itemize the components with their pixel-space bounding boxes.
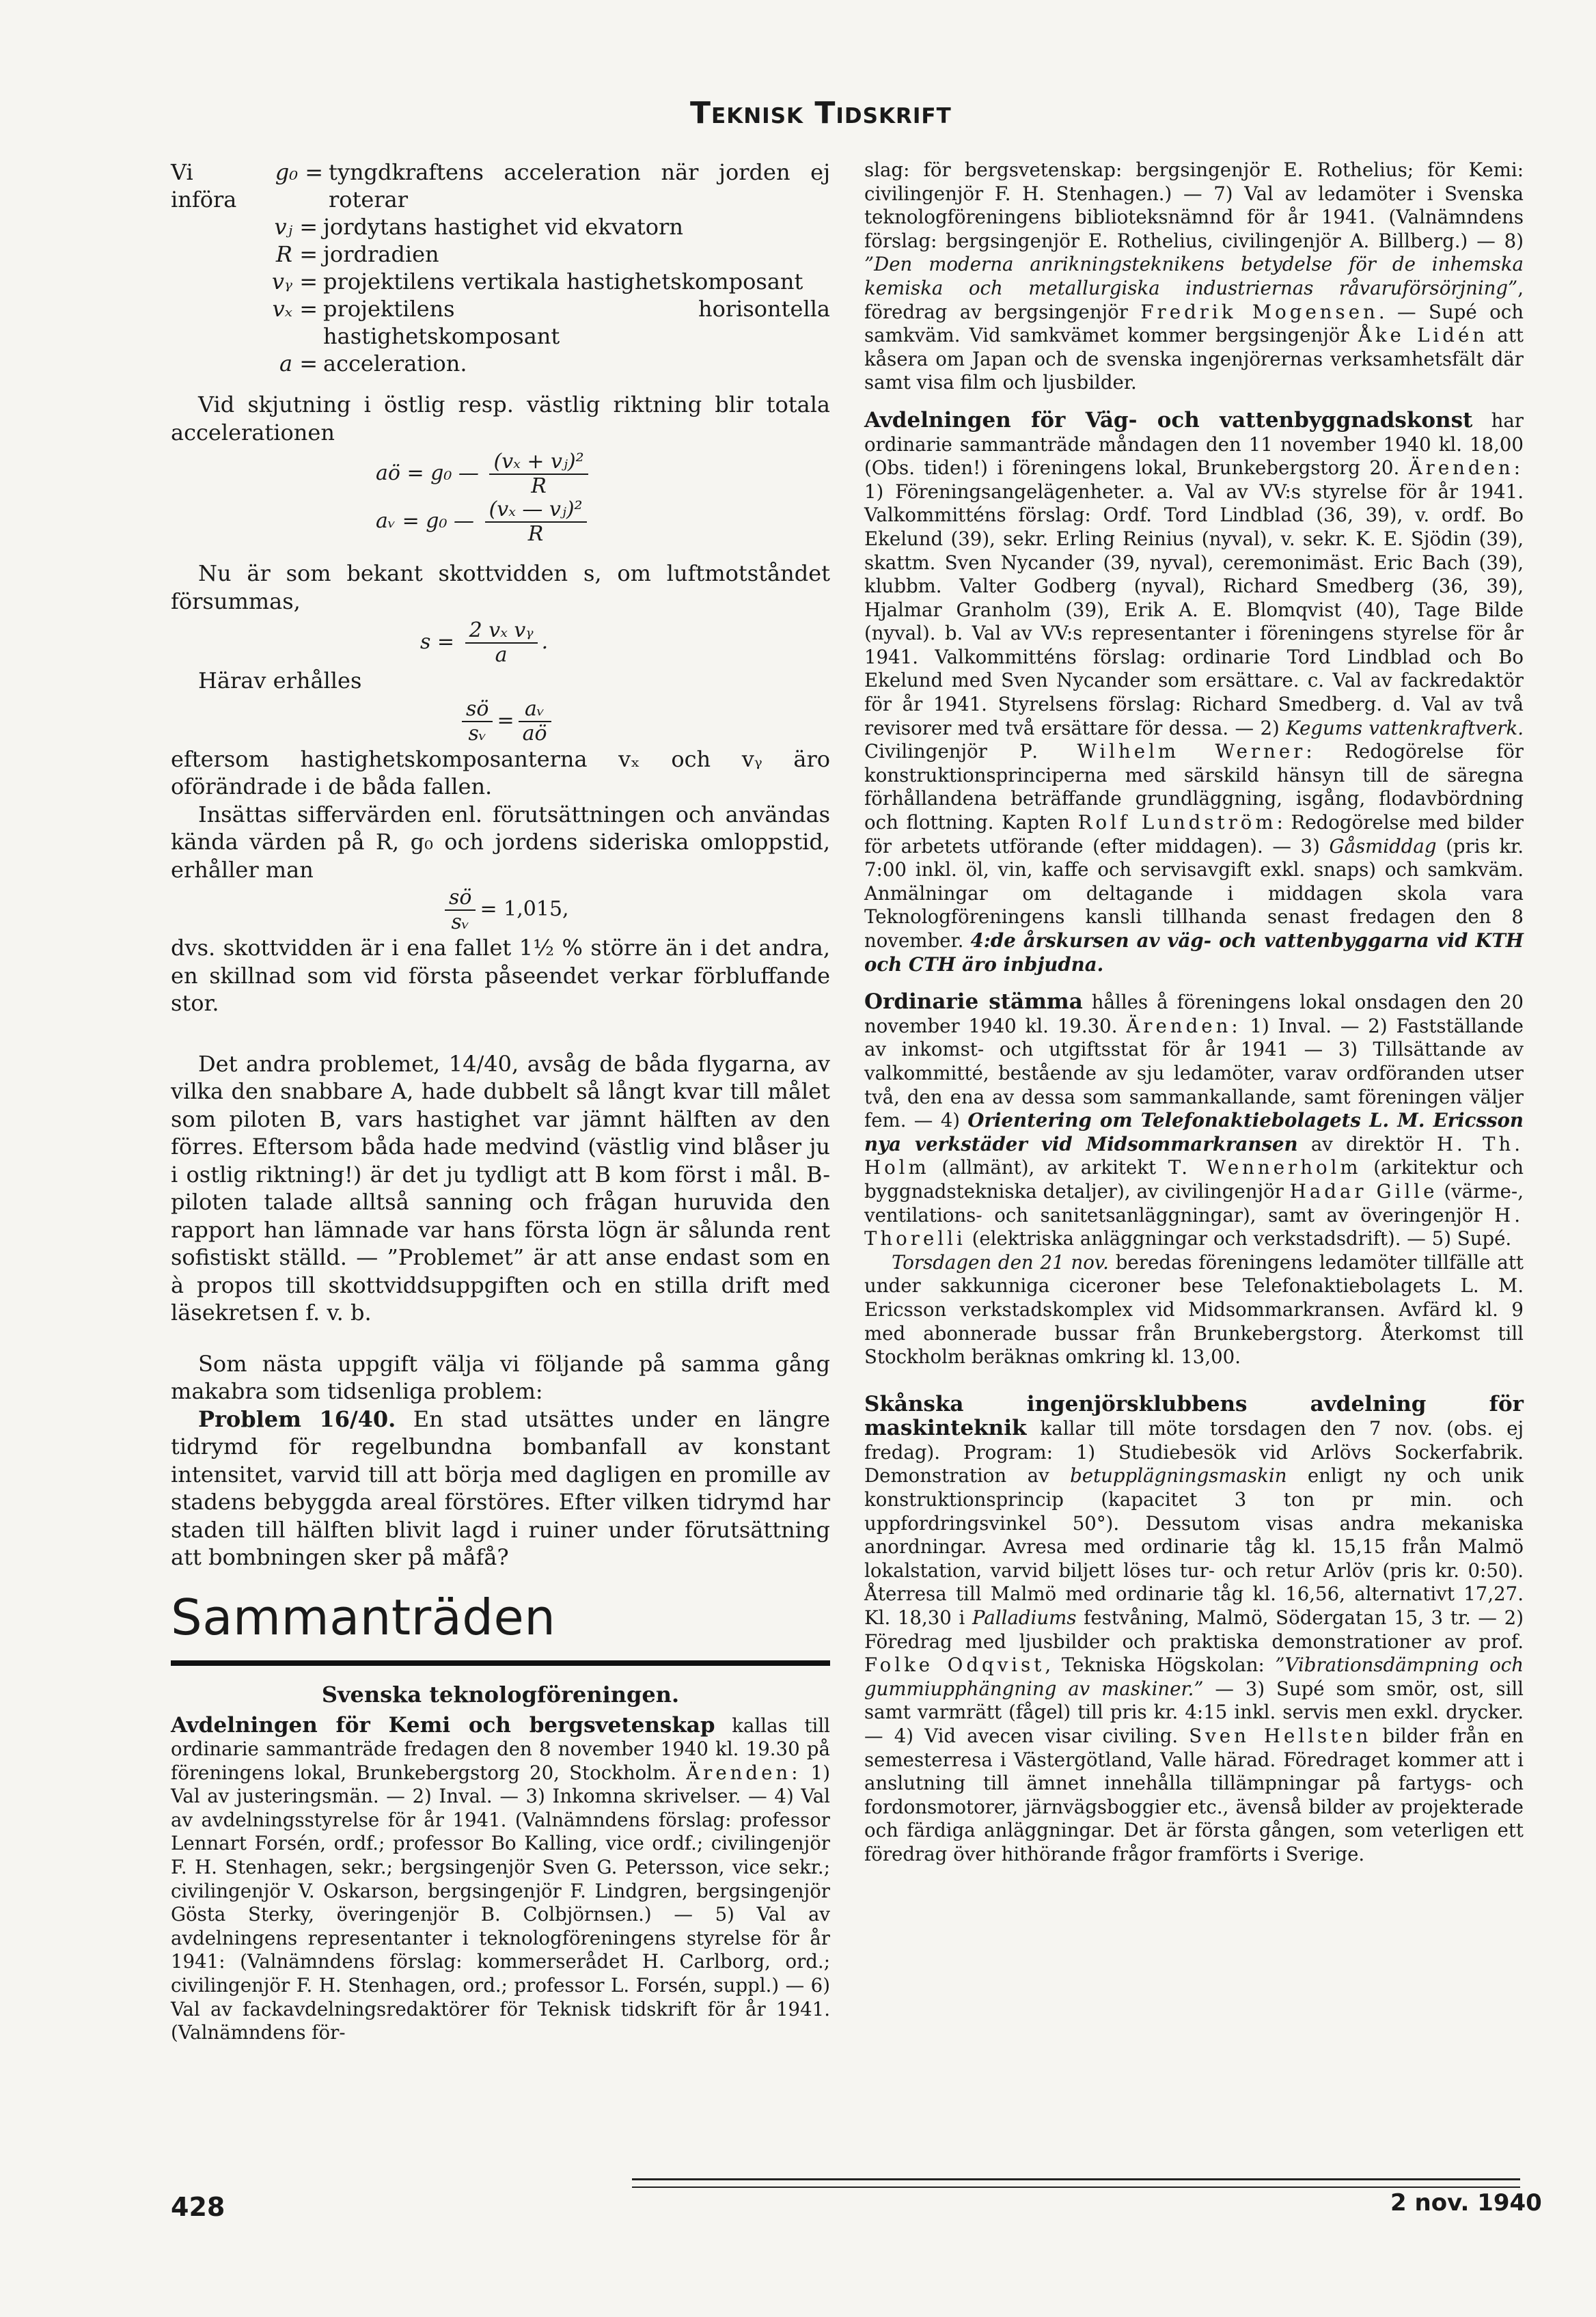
speaker-name: Sven Hellsten bbox=[1189, 1725, 1372, 1747]
notice-text: festvåning, Malmö, Södergatan 15, 3 tr. — 2) Föredrag med ljusbilder och praktiska demonstrationer av prof. bbox=[864, 1606, 1524, 1653]
notice-text: (pris kr. 7:00 inkl. öl, vin, kaffe och servisavgift exkl. snaps) och samkväm. Anmälningar om deltagande i middagen skola vara Teknologföreningens kansli tillhanda senast fredagen den 8 november. bbox=[864, 834, 1524, 952]
notice-text: 1) Föreningsangelägenheter. a. Val av VV:s styrelse för år 1941. Valkommitténs förslag: Ordf. Tord Lindblad (36, 39), v. ordf. Bo Ekelund (39), sekr. Erling Reinius (nyval), v. sekr. K. E. Sjödin (39), skattm. Sven Nycander (39, nyval), ceremonimäst. Eric Bach (39), klubbm. Valter Godberg (nyval), Richard Smedberg (36, 39), Hjalmar Granholm (39), Erik A. E. Blomqvist (40), Tage Bilde (nyval). b. Val av VV:s representanter i föreningens styrelse för år 1941. Valkommitténs förslag: ordinarie Tord Lindblad och Bo Ekelund med Sven Nycander som ersättare. c. Val av fackredaktör för år 1941. Styrelsens förslag: Richard Smedberg. d. Val av två revisorer med två ersättare för dessa. — 2) bbox=[864, 480, 1524, 739]
lecture-title: Kegums vattenkraftverk. bbox=[1286, 716, 1524, 739]
notice-text: kallas till ordinarie sammanträde fredagen den 8 november 1940 kl. 19.30 på föreningens lokal, Brunkebergstorg 20, Stockholm. bbox=[171, 1714, 830, 1784]
notice-text: 1) Val av justeringsmän. — 2) Inval. — 3) Inkomna skrivelser. — 4) Val av avdelningsstyrelse för år 1941. (Valnämndens förslag: professor Lennart Forsén, ordf.; professor Bo Kalling, vice ordf.; civilingenjör F. H. Stenhagen, sekr.; bergsingenjör Sven G. Petersson, vice sekr.; civilingenjör V. Oskarson, bergsingenjör F. Lindgren, bergsingenjör Gösta Sterky, överingenjör B. Colbjörnsen.) — 5) Val av avdelningens representanter i teknologföreningens styrelse för år 1941: (Valnämndens förslag: kommerserådet H. Carlborg, ord.; civilingenjör F. H. Stenhagen, ord.; professor L. Forsén, suppl.) — 6) Val av fackavdelningsredaktörer för Teknisk tidskrift för år 1941. (Valnämndens för- bbox=[171, 1761, 831, 2044]
var-symbol: R = bbox=[275, 241, 318, 267]
footer-rule bbox=[632, 2178, 1520, 2180]
notice-text: har ordinarie sammanträde måndagen den 11 november 1940 kl. 18,00 (Obs. tiden!) i föreningens lokal, Brunkebergstorg 20. bbox=[864, 409, 1524, 480]
formula-result bbox=[441, 886, 830, 934]
speaker-name: Fredrik Mogensen bbox=[1140, 300, 1379, 323]
formula-ratio bbox=[458, 698, 830, 745]
var-desc: jordradien bbox=[323, 241, 439, 267]
venue-name: Palladiums bbox=[972, 1606, 1077, 1630]
formula-numerator: sö bbox=[445, 886, 476, 911]
var-symbol: vₓ = bbox=[272, 296, 318, 322]
formula-denominator: R bbox=[527, 522, 544, 546]
section-rule bbox=[171, 1660, 830, 1666]
speaker-name: Hadar Gille bbox=[1289, 1179, 1438, 1203]
var-symbol: g₀ = bbox=[275, 159, 323, 185]
notice-skanska bbox=[864, 1393, 1524, 1867]
lecture-title: betupplägningsmaskin bbox=[1070, 1464, 1287, 1487]
speaker-name: P. Wilhelm Werner bbox=[1019, 740, 1306, 763]
org-heading: Svenska teknologföreningen. bbox=[321, 1681, 680, 1708]
variable-definitions bbox=[171, 159, 830, 377]
formula-lhs: s = bbox=[420, 630, 455, 654]
formula-lhs: aö = g₀ — bbox=[376, 461, 479, 485]
left-column bbox=[171, 159, 830, 2045]
lecture-title: Orientering om Telefonaktiebolagets L. M. Ericsson nya verkstäder vid Midsommarkransen bbox=[864, 1109, 1524, 1155]
notice-text: slag: för bergsvetenskap: bergsingenjör E. Rothelius; för Kemi: civilingenjör F. H. Stenhagen.) — 7) Val av ledamöter i Svenska teknologföreningens biblioteksnämnd för år 1941. (Valnämndens förslag: bergsingenjör E. Rothelius, civilingenjör A. Billberg.) — 8) bbox=[864, 159, 1524, 252]
speaker-name: Folke Odqvist bbox=[864, 1654, 1045, 1677]
formula-numerator: (vₓ + vⱼ)² bbox=[489, 450, 588, 475]
paragraph: Insättas siffervärden enl. förutsättningen och användas kända värden på R, g₀ och jordens sideriska omloppstid, erhåller man bbox=[171, 801, 830, 883]
notice-text: : Redogörelse med bilder för arbetets utförande (efter middagen). — 3) bbox=[864, 811, 1524, 858]
speaker-name: T. Wennerholm bbox=[1168, 1156, 1362, 1179]
event-date: Torsdagen den 21 nov. bbox=[892, 1250, 1109, 1274]
notice-text: hålles å föreningens lokal onsdagen den 20 november 1940 kl. 19.30. bbox=[864, 991, 1524, 1037]
var-desc: tyngdkraftens acceleration när jorden ej roterar bbox=[329, 159, 830, 212]
formula-denominator: aö bbox=[522, 721, 547, 745]
notice-text: (arkitektur och byggnadstekniska detaljer), av civilingenjör bbox=[864, 1156, 1524, 1203]
paragraph: Som nästa uppgift välja vi följande på samma gång makabra som tidsenliga problem: bbox=[171, 1350, 830, 1404]
notice-text: . — Supé och samkväm. Vid samkvämet kommer bergsingenjör bbox=[864, 300, 1524, 347]
lecture-title: ”Den moderna anrikningsteknikens betydelse för de inhemska kemiska och metallurgiska industriernas råvaruförsörjning” bbox=[864, 253, 1524, 299]
notice-text: 1) Inval. — 2) Fastställande av inkomst- och utgiftsstat för år 1941 — 3) Tillsättande av valkommitté, bestående av sju ledamöter, varav ordföranden utser två, den ena av dessa som sammankallande, samt föreningen väljer fem. — 4) bbox=[864, 1014, 1524, 1132]
formula-denominator: sᵥ bbox=[451, 910, 470, 934]
notice-stamma bbox=[864, 990, 1524, 1251]
formula-numerator: aᵥ bbox=[519, 698, 551, 722]
event-title: Gåsmiddag bbox=[1329, 834, 1437, 858]
notice-kemi-continued bbox=[864, 159, 1524, 395]
formula-numerator: (vₓ — vⱼ)² bbox=[485, 498, 587, 523]
problem-label: Problem 16/40. bbox=[198, 1406, 396, 1432]
notice-heading: Avdelningen för Väg- och vattenbyggnadskonst bbox=[864, 407, 1473, 433]
footer-rule bbox=[632, 2186, 1520, 2188]
var-symbol: vⱼ = bbox=[274, 214, 318, 240]
speaker-name: Åke Lidén bbox=[1358, 324, 1489, 347]
var-symbol: vᵧ = bbox=[271, 269, 318, 294]
paragraph: Vid skjutning i östlig resp. västlig riktning blir totala accelerationen bbox=[171, 392, 830, 445]
var-desc: projektilens vertikala hastighetskomposant bbox=[323, 269, 803, 294]
speaker-name: H. Thorelli bbox=[864, 1203, 1524, 1250]
paragraph: Nu är som bekant skottvidden s, om luftmotståndet försummas, bbox=[171, 560, 830, 614]
notice-heading: Ordinarie stämma bbox=[864, 989, 1083, 1015]
formula-tail: . bbox=[541, 630, 549, 654]
notice-text: — 3) Supé som smör, ost, sill samt varmrätt (fågel) till pris kr. 4:15 inkl. servis men exkl. drycker. — 4) Vid avecen visar civiling. bbox=[864, 1677, 1524, 1747]
notice-text: bilder från en semesterresa i Västergötland, Valle härad. Föredraget kommer att i anslutning till ämnet innehålla tillämpningar på fartygs- och fordonsmotorer, järnvägsboggier etc., ävenså bilder av projekterade och färdiga anläggningar. Det är första gången, som veterligen ett föredrag över hithörande frågor framförts i Sverige. bbox=[864, 1725, 1524, 1865]
speaker-name: Rolf Lundström bbox=[1077, 811, 1277, 834]
notice-text: , Tekniska Högskolan: bbox=[1045, 1654, 1276, 1677]
arenden-label: Ärenden: bbox=[1126, 1014, 1241, 1037]
notice-text: av direktör bbox=[1297, 1132, 1437, 1155]
paragraph: Det andra problemet, 14/40, avsåg de båda flygarna, av vilka den snabbare A, hade dubbelt så långt kvar till målet som piloten B, vars hastighet var jämnt hälften av den förres. Eftersom båda hade medvind (västlig vind blåser ju i ostlig riktning!) är det ju tydligt att B kom först i mål. B-piloten talade alltså sanning och frågan huruvida den rapport han lämnade var hans första lögn är sålunda rent sofistiskt ställd. — ”Problemet” är att anse endast som en à propos till skottviddsuppgiften och en stilla drift med läsekretsen f. v. b. bbox=[171, 1050, 830, 1326]
notice-note: 4:de årskursen av väg- och vattenbyggarna vid KTH och CTH äro inbjudna. bbox=[864, 929, 1524, 976]
formula-numerator: sö bbox=[462, 698, 493, 722]
formula-denominator: R bbox=[531, 474, 547, 498]
var-symbol: a = bbox=[279, 351, 318, 376]
var-desc: jordytans hastighet vid ekvatorn bbox=[323, 214, 683, 240]
notice-text: att kåsera om Japan och de svenska ingenjörernas verksamhetsfält där samt visa film och ljusbilder. bbox=[864, 324, 1524, 394]
notice-text: Civilingenjör bbox=[864, 740, 1020, 763]
page-number: 428 bbox=[171, 2192, 225, 2222]
speaker-name: H. Th. Holm bbox=[864, 1132, 1524, 1179]
paragraph: eftersom hastighetskomposanterna vₓ och vᵧ äro oförändrade i de båda fallen. bbox=[171, 745, 830, 799]
problem-paragraph bbox=[171, 1406, 830, 1572]
var-desc: acceleration. bbox=[323, 351, 467, 376]
formula-lhs: aᵥ = g₀ — bbox=[376, 509, 475, 533]
notice-text: (värme-, ventilations- och sanitetsanläggningar), samt av överingenjör bbox=[864, 1179, 1524, 1226]
notice-text: (elektriska anläggningar och verkstadsdrift). — 5) Supé. bbox=[965, 1227, 1512, 1250]
notice-text: kallar till möte torsdagen den 7 nov. (obs. ej fredag). Program: 1) Studiebesök vid Arlövs Sockerfabrik. Demonstration av bbox=[864, 1417, 1524, 1487]
right-column bbox=[864, 159, 1524, 1867]
issue-date: 2 nov. 1940 bbox=[1390, 2189, 1542, 2217]
notice-visit bbox=[864, 1251, 1524, 1369]
notice-text: enligt ny och unik konstruktionsprincip (kapacitet 3 ton pr min. och uppfordringsvinkel 50°). Dessutom visas andra mekaniska anordningar. Avresa med ordinarie tåg kl. 15,15 från Malmö lokalstation, varvid biljett löses tur- och retur Arlöv (pris kr. 0:50). Återresa till Malmö med ordinarie tåg kl. 16,56, alternativt 17,27. Kl. 18,30 i bbox=[864, 1464, 1524, 1630]
arenden-label: Ärenden: bbox=[1408, 456, 1524, 480]
paragraph: dvs. skottvidden är i ena fallet 1½ % större än i det andra, en skillnad som vid första påseendet verkar förbluffande stor. bbox=[171, 935, 830, 1016]
formula-denominator: a bbox=[495, 643, 508, 667]
section-title: Sammanträden bbox=[171, 1588, 556, 1646]
var-desc: projektilens horisontella hastighetskomposant bbox=[323, 296, 830, 349]
formula-numerator: 2 vₓ vᵧ bbox=[465, 619, 538, 644]
notice-kemi bbox=[171, 1714, 830, 2045]
arenden-label: Ärenden: bbox=[686, 1761, 801, 1784]
notice-text: : Redogörelse för konstruktionsprinciperna med särskild hänsyn till de säregna förhållandena beträffande grundläggning, isgång, flodavbördning och flottning. Kapten bbox=[864, 740, 1524, 834]
journal-header: Teknisk Tidskrift bbox=[690, 96, 952, 131]
formula-denominator: sᵥ bbox=[468, 721, 487, 745]
formula-range bbox=[420, 619, 830, 667]
notice-text: , föredrag av bergsingenjör bbox=[864, 276, 1524, 323]
lecture-title: ”Vibrationsdämpning och gummiupphängning av maskiner.” bbox=[864, 1654, 1524, 1700]
notice-vag bbox=[864, 409, 1524, 976]
vars-intro: Vi införa bbox=[171, 159, 237, 212]
notice-text: (allmänt), av arkitekt bbox=[929, 1156, 1168, 1179]
formula-equals: = bbox=[497, 708, 514, 732]
formula-a-east bbox=[376, 450, 830, 498]
paragraph: Härav erhålles bbox=[198, 668, 362, 694]
notice-heading: Skånska ingenjörsklubbens avdelning för maskinteknik bbox=[864, 1391, 1524, 1441]
notice-heading: Avdelningen för Kemi och bergsvetenskap bbox=[171, 1712, 715, 1738]
formula-a-west bbox=[376, 498, 830, 546]
notice-text: beredas föreningens ledamöter tillfälle att under sakkunniga ciceroner bese Telefonaktiebolagets L. M. Ericsson verkstadskomplex vid Midsommarkransen. Avfärd kl. 9 med abonnerade bussar från Brunkebergstorg. Återkomst till Stockholm beräknas omkring kl. 13,00. bbox=[864, 1250, 1524, 1369]
formula-rhs: = 1,015, bbox=[480, 897, 569, 921]
problem-text: En stad utsättes under en längre tidrymd för regelbundna bombanfall av konstant intensitet, varvid till att börja med dagligen en promille av stadens bebyggda areal förstöres. Efter vilken tidrymd har staden till hälften blivit lagd i ruiner under förutsättning att bombningen sker på måfå? bbox=[171, 1406, 831, 1570]
